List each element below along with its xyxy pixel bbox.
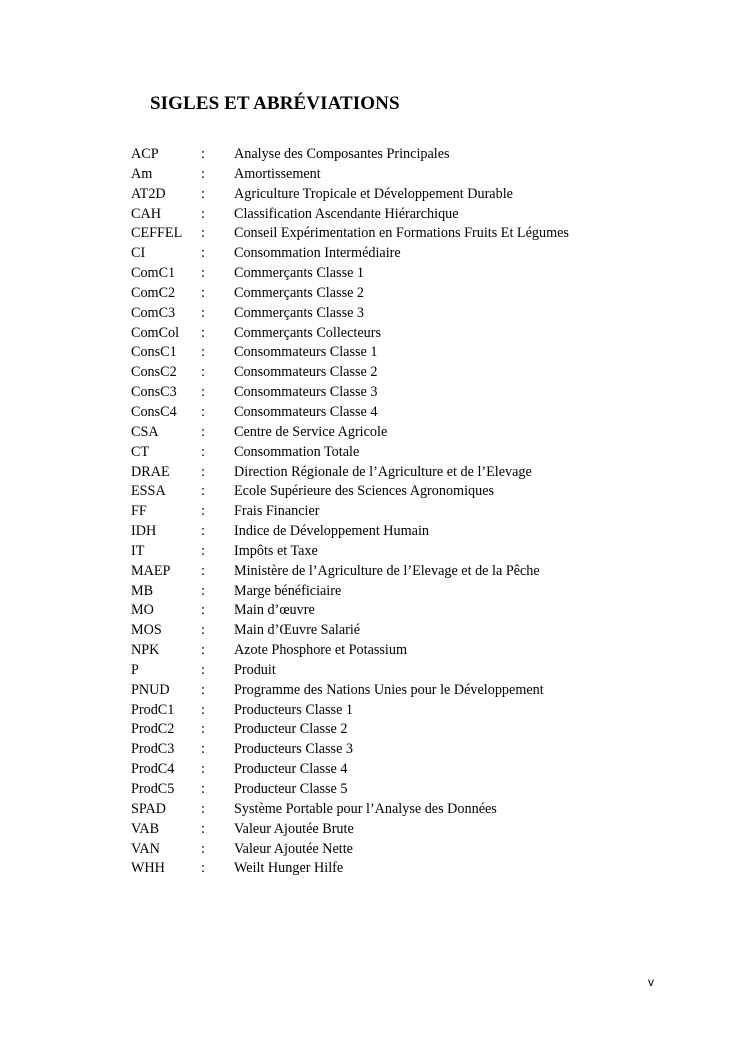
separator-colon: :	[201, 840, 205, 857]
abbreviation-definition: Frais Financier	[234, 503, 320, 520]
abbreviation-term: MOS	[131, 622, 162, 639]
abbreviation-definition: Azote Phosphore et Potassium	[234, 642, 407, 659]
abbreviation-term: MAEP	[131, 562, 171, 579]
abbreviation-definition: Consommateurs Classe 1	[234, 344, 378, 361]
separator-colon: :	[201, 364, 205, 381]
separator-colon: :	[201, 185, 205, 202]
separator-colon: :	[201, 344, 205, 361]
abbreviation-term: CEFFEL	[131, 225, 183, 242]
abbreviation-term: Am	[131, 165, 153, 182]
abbreviation-definition: Valeur Ajoutée Nette	[234, 840, 353, 857]
abbreviation-term: ComCol	[131, 324, 180, 341]
separator-colon: :	[201, 245, 205, 262]
separator-colon: :	[201, 403, 205, 420]
separator-colon: :	[201, 205, 205, 222]
separator-colon: :	[201, 860, 205, 877]
abbreviation-definition: Commerçants Collecteurs	[234, 324, 381, 341]
separator-colon: :	[201, 304, 205, 321]
separator-colon: :	[201, 781, 205, 797]
abbreviation-term: ProdC4	[131, 761, 175, 778]
separator-colon: :	[201, 443, 205, 460]
separator-colon: :	[201, 741, 205, 758]
separator-colon: :	[201, 661, 205, 678]
abbreviation-term: ComC1	[131, 265, 176, 282]
abbreviation-definition: Producteurs Classe 1	[234, 701, 354, 718]
abbreviation-definition: Main d’Œuvre Salarié	[234, 622, 361, 639]
abbreviation-definition: Commerçants Classe 3	[234, 304, 365, 321]
separator-colon: :	[201, 642, 205, 659]
abbreviation-definition: Système Portable pour l’Analyse des Données	[234, 800, 497, 817]
separator-colon: :	[201, 562, 205, 579]
abbreviation-term: CT	[131, 443, 150, 460]
separator-colon: :	[201, 622, 205, 639]
separator-colon: :	[201, 582, 205, 599]
separator-colon: :	[201, 463, 205, 480]
abbreviation-term: ProdC2	[131, 721, 175, 738]
abbreviation-term: CSA	[131, 423, 159, 440]
page-number: v	[648, 975, 654, 989]
separator-colon: :	[201, 384, 205, 401]
abbreviation-definition: Indice de Développement Humain	[234, 523, 430, 540]
separator-colon: :	[201, 721, 205, 738]
abbreviation-definition: Produit	[234, 661, 276, 678]
abbreviation-term: ComC2	[131, 284, 176, 301]
abbreviation-term: ACP	[131, 146, 159, 162]
abbreviation-term: VAN	[131, 840, 160, 857]
abbreviation-term: FF	[131, 503, 147, 520]
separator-colon: :	[201, 681, 205, 698]
abbreviation-definition: Main d’œuvre	[234, 602, 315, 619]
abbreviation-term: ConsC3	[131, 384, 177, 401]
separator-colon: :	[201, 225, 205, 242]
separator-colon: :	[201, 523, 205, 540]
abbreviation-term: IDH	[131, 523, 157, 540]
abbreviation-definition: Valeur Ajoutée Brute	[234, 820, 354, 837]
abbreviation-term: AT2D	[131, 185, 166, 202]
separator-colon: :	[201, 701, 205, 718]
abbreviation-term: ProdC5	[131, 781, 175, 797]
abbreviation-definition: Consommation Totale	[234, 443, 360, 460]
abbreviation-definition: Producteur Classe 2	[234, 721, 348, 738]
abbreviation-definition: Classification Ascendante Hiérarchique	[234, 205, 459, 222]
page-title: SIGLES ET ABRÉVIATIONS	[150, 93, 400, 114]
separator-colon: :	[201, 820, 205, 837]
abbreviation-term: IT	[131, 542, 145, 559]
abbreviation-definition: Weilt Hunger Hilfe	[234, 860, 344, 877]
abbreviation-term: SPAD	[131, 800, 166, 817]
abbreviation-definition: Producteur Classe 5	[234, 781, 348, 797]
separator-colon: :	[201, 602, 205, 619]
abbreviation-definition: Consommateurs Classe 2	[234, 364, 378, 381]
separator-colon: :	[201, 146, 205, 162]
abbreviation-term: ConsC4	[131, 403, 177, 420]
abbreviation-definition: Marge bénéficiaire	[234, 582, 342, 599]
abbreviation-definition: Centre de Service Agricole	[234, 423, 388, 440]
separator-colon: :	[201, 284, 205, 301]
abbreviation-definition: Consommation Intermédiaire	[234, 245, 401, 262]
separator-colon: :	[201, 165, 205, 182]
separator-colon: :	[201, 542, 205, 559]
abbreviation-term: DRAE	[131, 463, 170, 480]
abbreviation-term: NPK	[131, 642, 160, 659]
abbreviation-definition: Producteurs Classe 3	[234, 741, 354, 758]
abbreviation-term: ProdC3	[131, 741, 175, 758]
abbreviation-term: P	[131, 661, 139, 678]
abbreviation-definition: Impôts et Taxe	[234, 542, 318, 559]
abbreviation-definition: Producteur Classe 4	[234, 761, 348, 778]
abbreviation-definition: Analyse des Composantes Principales	[234, 146, 450, 162]
abbreviation-term: PNUD	[131, 681, 170, 698]
separator-colon: :	[201, 324, 205, 341]
separator-colon: :	[201, 761, 205, 778]
abbreviation-term: MB	[131, 582, 154, 599]
abbreviation-term: ProdC1	[131, 701, 175, 718]
abbreviation-term: ComC3	[131, 304, 176, 321]
separator-colon: :	[201, 265, 205, 282]
separator-colon: :	[201, 503, 205, 520]
abbreviation-term: MO	[131, 602, 154, 619]
abbreviation-definition: Direction Régionale de l’Agriculture et de l’Elevage	[234, 463, 532, 480]
abbreviation-term: CAH	[131, 205, 161, 222]
separator-colon: :	[201, 483, 205, 500]
abbreviation-definition: Conseil Expérimentation en Formations Fruits Et Légumes	[234, 225, 569, 242]
abbreviation-term: VAB	[131, 820, 160, 837]
abbreviation-definition: Consommateurs Classe 4	[234, 403, 378, 420]
abbreviation-definition: Ministère de l’Agriculture de l’Elevage et de la Pêche	[234, 562, 540, 579]
abbreviation-term: CI	[131, 245, 146, 262]
abbreviation-definition: Commerçants Classe 1	[234, 265, 365, 282]
abbreviation-definition: Ecole Supérieure des Sciences Agronomiques	[234, 483, 495, 500]
abbreviation-term: ConsC1	[131, 344, 177, 361]
abbreviation-definition: Agriculture Tropicale et Développement Durable	[234, 185, 513, 202]
separator-colon: :	[201, 800, 205, 817]
separator-colon: :	[201, 423, 205, 440]
abbreviation-definition: Programme des Nations Unies pour le Développement	[234, 681, 544, 698]
abbreviation-definition: Amortissement	[234, 165, 321, 182]
abbreviation-definition: Commerçants Classe 2	[234, 284, 365, 301]
abbreviation-term: WHH	[131, 860, 165, 877]
abbreviation-term: ESSA	[131, 483, 166, 500]
abbreviation-term: ConsC2	[131, 364, 177, 381]
abbreviation-definition: Consommateurs Classe 3	[234, 384, 378, 401]
